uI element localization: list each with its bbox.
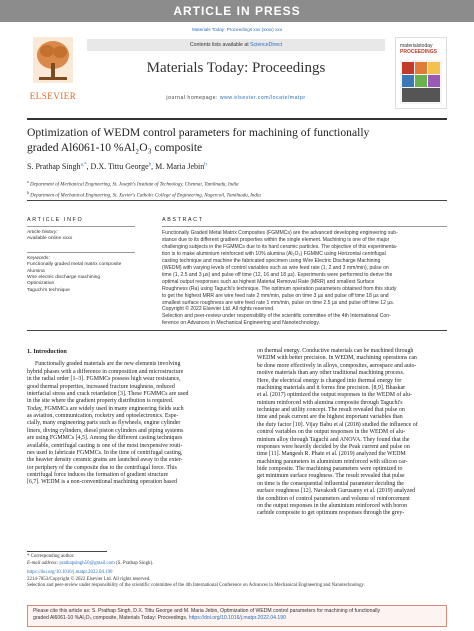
keyword: Wire electric discharge machining	[27, 275, 101, 281]
history-value: Available online xxxx	[27, 236, 73, 242]
title-line-2: graded Al6061-10 %Al₂O₃ composite	[27, 140, 203, 154]
affiliation-sup: a	[27, 179, 29, 184]
article-info-heading: ARTICLE INFO	[27, 217, 84, 223]
body-line: on the output responses in the aluminium reinforced with boron	[257, 502, 408, 509]
article-history	[27, 230, 135, 243]
body-line: control variables on the output responses in the WEDM of alu-	[257, 429, 406, 436]
body-line: motive materials than any other traditional machining process.	[257, 370, 405, 377]
body-line: carbide composite to get optimum responses through the grey-	[257, 510, 405, 517]
introduction-heading: 1. Introduction	[27, 348, 67, 355]
body-line: good thermal properties, increased fracture toughness, reduced	[27, 383, 175, 390]
abstract-line: time (1, 2.5 and 3 µs) and pulse off time (12, 16 and 18 µs). Experiments were performed to derive the	[162, 271, 393, 278]
abstract-line: Functionally Graded Metal Matrix Composites (FGMMCs) are the advanced developing engineering sub-	[162, 230, 398, 236]
masthead-rule	[27, 118, 447, 120]
abstract-line: (WEDM) with varying levels of control variables such as wire feed rate (1, 2 and 3 mm/min), pulse on	[162, 264, 389, 271]
body-line: surface roughness [12]. Navakodi Gurusamy et al. (2019) analyzed	[257, 488, 416, 495]
abstract-line: challenging subjects in the FGMMCs due to its hard ceramic particles. The objective of this experimenta-	[162, 243, 398, 250]
body-line: liners, diving cylinders, diesel piston cylinders and piping systems	[27, 427, 184, 434]
homepage-prefix: journal homepage:	[166, 95, 220, 101]
body-line: available, centrifugal casting is one of the most inexpensive routi-	[27, 442, 183, 449]
journal-cover-thumbnail[interactable]	[395, 37, 447, 109]
journal-name: Materials Today: Proceedings	[146, 60, 326, 76]
cite-notice-text: graded Al6061-10 %Al₂O₃ composite, Materials Today: Proceedings,	[33, 615, 189, 622]
keywords-rule	[27, 252, 135, 253]
cover-graphic-icon	[400, 60, 442, 104]
cite-notice	[27, 605, 447, 627]
author-list: S. Prathap Singh$^{a,*}$, D.X. Tittu George$^b$, M. Maria Jebin$^b$	[27, 162, 207, 171]
keywords-label: Keywords:	[27, 255, 50, 261]
footnote-rule	[27, 551, 107, 552]
body-line: the heavier density ceramic grains are launched away to the exter-	[27, 457, 183, 464]
elsevier-wordmark: ELSEVIER	[29, 91, 77, 101]
body-line: the duty factor [10]. Vijay Babu et al (2018) studied the influence of	[257, 421, 418, 428]
abstract-rule	[162, 226, 447, 227]
body-line: [6,7]. WEDM is a non-conventional machining operation based	[27, 479, 177, 486]
body-line: in the radial order [1–3]. FGMMCs possess high wear resistance,	[27, 376, 181, 383]
body-line: ior periphery of the composite due to the centrifugal force. This	[27, 464, 177, 471]
author-name[interactable]: M. Maria Jebin	[155, 162, 205, 171]
keyword: Functionally graded metal matrix composite	[27, 262, 122, 268]
body-line: machining parameters in aluminium reinforced with silicon car-	[257, 458, 408, 465]
abstract-line: tion is to make aluminium reinforced with 10% alumina (Al₂O₃) FGMMC using Horizontal centrifugal	[162, 250, 386, 257]
body-line: Here, the electrical energy is changed into thermal energy for	[257, 377, 402, 384]
body-line: are using FGMMCs [4,5]. Among the different casting techniques	[27, 435, 183, 442]
body-column-left	[27, 348, 226, 487]
affiliation	[27, 189, 447, 200]
body-line: minium reinforced with alumina composite through Taguchi's	[257, 399, 403, 406]
abstract-line: casting technique and machine the fabricated specimen using Wire Electric Discharge Machining	[162, 257, 381, 264]
keyword: Optimization	[27, 281, 55, 287]
keyword: Taguchi's technique	[27, 287, 70, 293]
abstract-section	[162, 217, 447, 327]
keywords-list	[27, 256, 135, 294]
body-line: Today, FGMMCs are widely used in many engineering fields such	[27, 405, 184, 412]
body-line: cially, many engineering parts such as flywheels, engine cylinder	[27, 420, 181, 427]
affiliations	[27, 178, 447, 201]
abstract-line: stance due to its different gradient properties within the single element. Machining is one of the major	[162, 236, 390, 243]
body-line: the condition of control parameters and volume of reinforcement	[257, 495, 410, 502]
body-line: et al. (2017) optimized the output responses in the WEDM of alu-	[257, 392, 412, 399]
journal-cite-link[interactable]: Materials Today: Proceedings xxx (xxxx) xxx	[191, 27, 283, 32]
body-line: in the site where the gradient property distribution is required.	[27, 398, 174, 405]
elsevier-tree-icon	[33, 37, 73, 83]
abstract-line: Copyright © 2022 Elsevier Ltd. All rights reserved.	[162, 306, 275, 313]
title-line-1: Optimization of WEDM control parameters for machining of functionally	[27, 126, 370, 139]
body-column-right	[257, 348, 456, 518]
abstract-heading: ABSTRACT	[162, 217, 204, 223]
email-note	[27, 561, 447, 568]
body-line: responses were heavily decided by the Peak current and pulse on	[257, 443, 410, 450]
corresponding-author-note: * Corresponding author.	[27, 554, 75, 559]
masthead-center	[87, 39, 385, 107]
article-title	[27, 126, 447, 155]
cite-notice-line-2	[33, 615, 441, 622]
body-line: be done more effectively in alloys, composites, aerospace and auto-	[257, 362, 417, 369]
body-line: centrifugal force induces the formation of gradient structure	[27, 472, 169, 478]
cite-doi-link[interactable]: https://doi.org/10.1016/j.matpr.2022.04.190	[188, 615, 286, 622]
author-name[interactable]: D.X. Tittu George	[90, 162, 149, 171]
doi-link[interactable]: https://doi.org/10.1016/j.matpr.2022.04.190	[27, 570, 113, 576]
selection-note: Selection and peer-review under responsibility of the scientific committee of the 4th International Conference on Advances in Mechanical Engineering and Nanotechnology.	[27, 583, 365, 589]
homepage-url-link[interactable]: www.elsevier.com/locate/matpr	[219, 95, 306, 101]
masthead	[27, 35, 447, 113]
affiliation-sup: b	[27, 190, 29, 196]
body-line: machining materials and it forms fine precision. [8,9]. Bhaskar	[257, 384, 406, 391]
article-in-press-banner: ARTICLE IN PRESS	[0, 0, 474, 22]
body-line: nes used to fabricate FGMMCs. In the time of centrifugal casting,	[27, 449, 183, 456]
article-info	[27, 217, 135, 294]
elsevier-logo[interactable]	[27, 35, 79, 109]
author-sup[interactable]: b	[148, 162, 152, 168]
header-divider	[27, 200, 447, 201]
body-line: technique and utility concept. The result revealed that pulse on	[257, 407, 405, 413]
body-line: hybrid phases with a difference in composition and microstructure	[27, 368, 184, 375]
author-name[interactable]: S. Prathap Singh	[27, 162, 81, 171]
body-line: get minimum surface roughness. The result revealed that pulse	[257, 473, 405, 480]
abstract-line: ference on Advances in Mechanical Engineering and Nanotechnology.	[162, 320, 320, 327]
footnotes	[27, 554, 447, 590]
body-line: bide composite. The machining parameters were optimized to	[257, 466, 403, 472]
body-line: minium alloy through Taguchi and ANOVA. They found that the	[257, 436, 410, 443]
body-line: Functionally graded materials are the new elements involving	[35, 361, 181, 368]
affiliation	[27, 178, 447, 189]
cover-title: materialstoday	[400, 43, 433, 49]
keyword: Alumina	[27, 268, 45, 274]
body-line: on thermal energy. Conductive materials can be machined through	[257, 348, 414, 354]
journal-homepage	[87, 95, 385, 101]
contents-prefix: Contents lists available at	[189, 42, 251, 48]
affiliation-text: Department of Mechanical Engineering, St. Joseph's Institute of Technology, Chennai, Tamilnadu, India	[30, 182, 239, 188]
email-suffix: (S. Prathap Singh).	[114, 560, 154, 566]
abstract-line: to get the highest MRR are wire feed rate 2 mm/min, pulse on time 3 µs and pulse off time 18 µs and	[162, 292, 389, 299]
body-line: as aviation, communication, rocketry and optoelectronics. Espe-	[27, 413, 179, 419]
history-label: Article history:	[27, 230, 58, 235]
body-line: on time is the consequential influential parameter deciding the	[257, 480, 404, 487]
body-line: interfacial stress and crack retardation [3]. These FGMMCs are used	[27, 390, 189, 397]
issn-copyright: 2214-7853/Copyright © 2022 Elsevier Ltd. All rights reserved.	[27, 576, 151, 582]
author-sup[interactable]: b	[204, 162, 207, 168]
cover-subtitle: PROCEEDINGS	[400, 49, 437, 55]
cite-notice-line-1: Please cite this article as: S. Prathap Singh, D.X. Tittu George and M. Maria Jebin, Optimization of WEDM control parameters for machining of functionally	[33, 608, 381, 614]
body-line: WEDM with better precision. In WEDM, machining operations can	[257, 355, 417, 362]
body-line: time [11]. Mangesh R. Phate et al. (2019) analyzed the WEDM	[257, 451, 406, 458]
abstract-line: Roughness (Ra) using Taguchi's technique. The optimum operation parameters obtained from this study	[162, 285, 397, 292]
abstract-text	[162, 230, 447, 327]
abstract-divider	[27, 330, 447, 331]
body-line: time and peak current are the highest important variables than	[257, 414, 403, 421]
author-sup[interactable]: a,*	[80, 162, 87, 168]
abstract-line: smallest surface roughness are wire feed rate 1 mm/min, pulse on time 2.5 µs and pulse off time 12 µs.	[162, 299, 395, 306]
affiliation-text: Department of Mechanical Engineering, St. Xavier's Catholic College of Engineering, Nagercoil, Tamilnadu, India	[30, 193, 261, 199]
abstract-line: optimal output responses such as highest Material Removal Rate (MRR) and smallest Surface	[162, 278, 375, 285]
abstract-line: Selection and peer-review under responsibility of the scientific committee of the 4th International Con-	[162, 313, 391, 320]
email-label: E-mail address:	[27, 560, 60, 566]
article-info-rule	[27, 226, 135, 227]
email-link[interactable]: prathapsingh50@gmail.com	[59, 560, 115, 566]
sciencedirect-link[interactable]: ScienceDirect	[250, 42, 283, 48]
contents-bar	[87, 39, 385, 51]
